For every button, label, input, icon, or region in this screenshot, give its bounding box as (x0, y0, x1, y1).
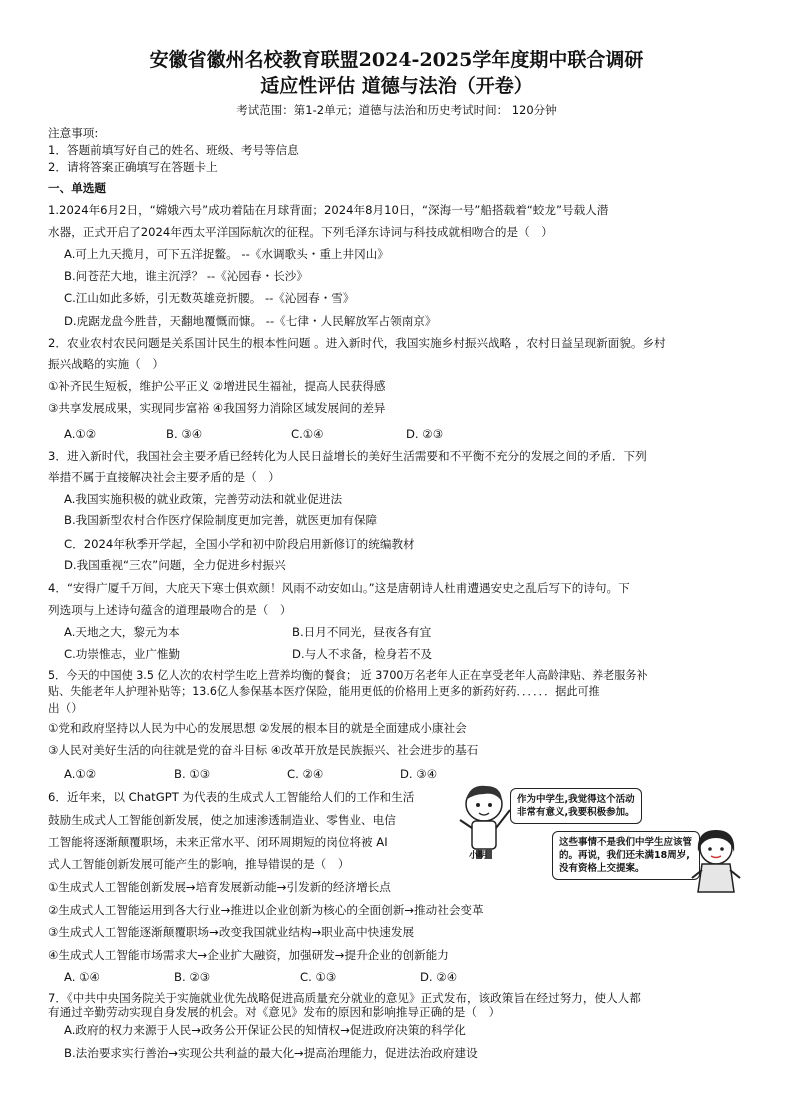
q7-option-b: B.法治要求实行善治→实现公共利益的最大化→提高治理能力，促进法治政府建设 (64, 1046, 478, 1060)
q3-option-a: A.我国实施积极的就业政策，完善劳动法和就业促进法 (64, 492, 343, 506)
speech-bubble-boy: 作为中学生,我觉得这个活动非常有意义,我要积极参加。 (510, 788, 642, 824)
q6-option-d: D. ②④ (420, 970, 458, 984)
q2-statement: ①补齐民生短板，维护公平正义 ②增进民生福祉，提高人民获得感 (48, 379, 386, 393)
student-name-caption: 小明 (469, 851, 488, 861)
exam-title: 安徽省徽州名校教育联盟2024-2025学年度期中联合调研 (149, 49, 644, 71)
q7-stem: 7．《中共中央国务院关于实施就业优先战略促进高质量充分就业的意见》正式发布，该政策旨在经过努力，使人人都 (48, 991, 641, 1005)
q2-option-d: D. ②③ (406, 427, 444, 441)
q5-option-d: D. ③④ (400, 767, 438, 781)
q4-option-d: D.与人不求备，检身若不及 (292, 647, 433, 661)
q5-statement: ③人民对美好生活的向往就是党的奋斗目标 ④改革开放是民族振兴、社会进步的基石 (48, 743, 479, 757)
q1-stem: 水器，正式开启了2024年西太平洋国际航次的征程。下列毛泽东诗词与科技成就相吻合的是（ ） (48, 225, 553, 239)
q5-stem: 出（） (48, 701, 83, 715)
q6-statement: ①生成式人工智能创新发展→培育发展新动能→引发新的经济增长点 (48, 880, 391, 894)
q7-option-a: A.政府的权力来源于人民→政务公开保证公民的知情权→促进政府决策的科学化 (64, 1023, 466, 1037)
notes-heading: 注意事项: (48, 126, 99, 140)
q3-stem: 3．进入新时代，我国社会主要矛盾已经转化为人民日益增长的美好生活需要和不平衡不充分的发展之间的矛盾．下列 (48, 449, 647, 463)
q6-stem: 式人工智能创新发展可能产生的影响，推导错误的是（ ） (48, 857, 350, 871)
student-girl-illustration (688, 826, 744, 898)
q1-stem: 1.2024年6月2日，“嫦娥六号”成功着陆在月球背面；2024年8月10日，“深海一号”船搭载着“蛟龙”号载人潜 (48, 203, 609, 217)
section-heading: 一、单选题 (48, 181, 106, 195)
q4-option-c: C.功崇惟志，业广惟勤 (64, 647, 181, 661)
q3-option-c: C．2024年秋季开学起，全国小学和初中阶段启用新修订的统编教材 (64, 537, 415, 551)
q3-option-d: D.我国重视“三农”问题，全力促进乡村振兴 (64, 558, 286, 572)
q6-option-a: A. ①④ (64, 970, 100, 984)
q6-option-c: C. ①③ (300, 970, 337, 984)
note-item: 2．请将答案正确填写在答题卡上 (48, 160, 218, 174)
q2-statement: ③共享发展成果，实现同步富裕 ④我国努力消除区域发展间的差异 (48, 401, 386, 415)
q2-stem: 振兴战略的实施（ ） (48, 357, 164, 371)
exam-info: 考试范围：第1-2单元；道德与法治和历史考试时间： 120分钟 (236, 103, 557, 117)
q1-option-b: B.问苍茫大地，谁主沉浮？ --《沁园春・长沙》 (64, 269, 308, 283)
q4-stem: 列选项与上述诗句蕴含的道理最吻合的是（ ） (48, 603, 292, 617)
q5-option-c: C. ②④ (287, 767, 324, 781)
q1-option-d: D.虎踞龙盘今胜昔，天翻地覆慨而慷。 --《七律・人民解放军占领南京》 (64, 314, 437, 328)
q5-stem: 贴、失能老年人护理补贴等；13.6亿人参保基本医疗保险，能用更低的价格用上更多的新药好药．．．．．．据此可推 (48, 685, 600, 698)
q1-option-c: C.江山如此多娇，引无数英雄竞折腰。 --《沁园春・雪》 (64, 291, 355, 305)
q7-stem: 有通过辛勤劳动实现自身发展的机会。对《意见》发布的原因和影响推导正确的是（ ） (48, 1005, 501, 1019)
note-item: 1．答题前填写好自己的姓名、班级、考号等信息 (48, 143, 299, 157)
q2-option-a: A.①② (64, 427, 97, 441)
exam-subtitle: 适应性评估 道德与法治（开卷） (260, 75, 533, 97)
q1-option-a: A.可上九天揽月，可下五洋捉鳖。 --《水调歌头・重上井冈山》 (64, 247, 389, 261)
q4-stem: 4．“安得广厦千万间，大庇天下寒士俱欢颜！风雨不动安如山。”这是唐朝诗人杜甫遭遇安史之乱后写下的诗句。下 (48, 581, 630, 595)
q5-statement: ①党和政府坚持以人民为中心的发展思想 ②发展的根本目的就是全面建成小康社会 (48, 721, 467, 735)
q4-option-a: A.天地之大，黎元为本 (64, 625, 180, 639)
q5-option-b: B. ①③ (174, 767, 211, 781)
q5-stem: 5．今天的中国使 3.5 亿人次的农村学生吃上营养均衡的餐食； 近 3700万名老年人正在享受老年人高龄津贴、养老服务补 (48, 669, 648, 682)
q6-stem: 工智能将逐渐颠覆职场，未来正常水平、闭环周期短的岗位将被 AI (48, 835, 388, 849)
q6-stem: 6．近年来，以 ChatGPT 为代表的生成式人工智能给人们的工作和生活 (48, 790, 415, 804)
q6-statement: ②生成式人工智能运用到各大行业→推进以企业创新为核心的全面创新→推动社会变革 (48, 903, 484, 917)
q3-option-b: B.我国新型农村合作医疗保险制度更加完善，就医更加有保障 (64, 513, 378, 527)
q4-option-b: B.日月不同光，昼夜各有宜 (292, 625, 432, 639)
q5-option-a: A.①② (64, 767, 97, 781)
q6-statement: ③生成式人工智能逐渐颠覆职场→改变我国就业结构→职业高中快速发展 (48, 925, 415, 939)
speech-bubble-girl: 这些事情不是我们中学生应该管的。再说，我们还未满18周岁,没有资格上交提案。 (552, 831, 700, 880)
q6-statement: ④生成式人工智能市场需求大→企业扩大融资，加强研发→提升企业的创新能力 (48, 948, 449, 962)
q6-stem: 鼓励生成式人工智能创新发展，使之加速渗透制造业、零售业、电信 (48, 813, 396, 827)
q3-stem: 举措不属于直接解决社会主要矛盾的是（ ） (48, 470, 280, 484)
q2-option-b: B. ③④ (166, 427, 203, 441)
q2-stem: 2．农业农村农民问题是关系国计民生的根本性问题 。进入新时代，我国实施乡村振兴战略 ，农村日益呈现新面貌。乡村 (48, 336, 666, 350)
q6-option-b: B. ②③ (174, 970, 211, 984)
q2-option-c: C.①④ (291, 427, 324, 441)
